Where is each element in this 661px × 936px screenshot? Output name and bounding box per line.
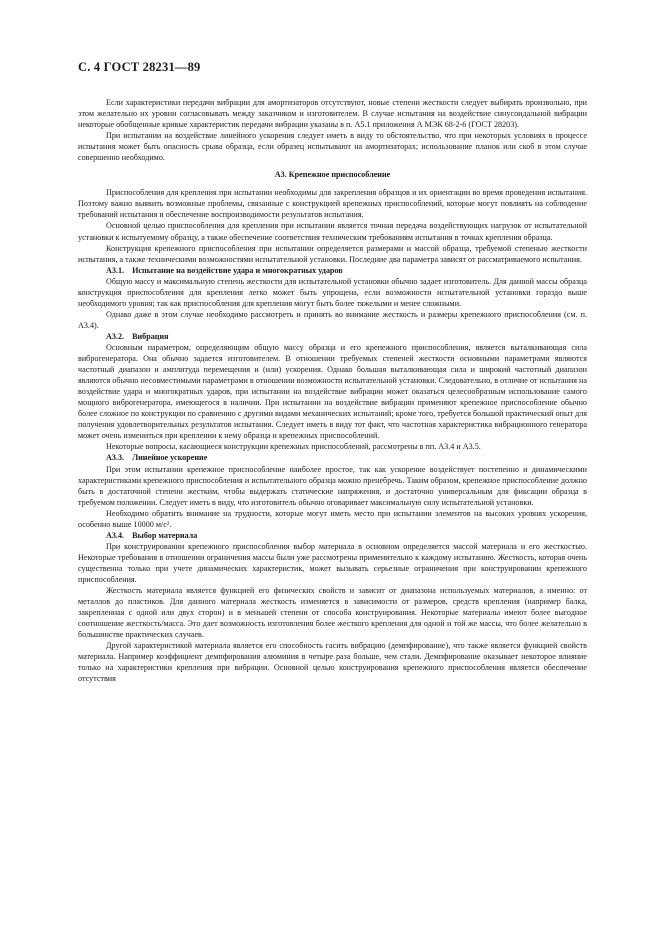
page-header: С. 4 ГОСТ 28231—89 xyxy=(78,60,201,74)
document-body xyxy=(78,97,587,684)
subsection-title: Испытание на воздействие удара и многократных ударов xyxy=(132,265,343,275)
subsection-number: А3.4. xyxy=(106,530,125,540)
subsection-heading-a31 xyxy=(78,265,587,276)
subsection-number: А3.1. xyxy=(106,265,125,275)
paragraph: Некоторые вопросы, касающиеся конструкции крепежных приспособлений, рассмотрены в пп. А3.4 и А3.5. xyxy=(106,442,481,452)
paragraph: Однако даже в этом случае необходимо рассмотреть и принять во внимание жесткость и размеры крепежного приспособления (см. п. А3.4). xyxy=(78,309,587,330)
subsection-heading-a34 xyxy=(78,530,587,541)
subsection-title: Выбор материала xyxy=(132,530,198,540)
paragraph: Если характеристики передачи вибрации для амортизаторов отсутствуют, новые степени жесткости следует выбирать произвольно, при этом желательно их уровни согласовывать между заказчиком и изготовителем. В случае испытания на воздействие синусоидальной вибрации некоторые обобщенные кривые характеристик передачи вибрации указаны в п. А5.1 приложения А МЭК 68-2-6 (ГОСТ 28203). xyxy=(78,98,587,130)
subsection-number: А3.2. xyxy=(106,331,125,341)
paragraph: Конструкция крепежного приспособления при испытании определяется размерами и массой образца, требуемой степенью жесткости испытания, а также техническими возможностями испытательной установки. Последние два параметра зависят от рассматриваемого испытания. xyxy=(78,243,587,264)
paragraph: Жесткость материала является функцией его физических свойств и зависит от диапазона используемых материалов, а именно: от металлов до пластиков. Для данного материала жесткость изменяется в зависимости от размеров, средств крепления (например балка, закрепленная с одной или двух сторон) и в меньшей степени от способа конструирования. Некоторые материалы имеют более выгодное соотношение жесткость/масса. Это дает возможность изготовления более жесткого крепления для одной и той же массы, что более желательно в большинстве практических случаев. xyxy=(78,586,587,640)
paragraph: Необходимо обратить внимание на трудности, которые могут иметь место при испытании элементов на высоких уровнях ускорения, особенно выше 10000 м/с². xyxy=(78,508,587,529)
subsection-heading-a32 xyxy=(78,331,587,342)
subsection-number: А3.3. xyxy=(106,453,125,463)
paragraph: При конструировании крепежного приспособления выбор материала в основном определяется массой материала и его жесткостью. Некоторые требования в отношении ограничения массы были уже рассмотрены применительно к каждому испытанию. Жесткость, которая очень существенна только при учете динамических характеристик, может вызывать серьезные ограничения при конструировании крепежного приспособления. xyxy=(78,541,587,584)
paragraph: Основной целью приспособления для крепления при испытании является точная передача воздействующих нагрузок от испытательной установки к испытуемому образцу, а также обеспечение соответствия техническим требованиям испытания в точках крепления образца. xyxy=(78,221,587,242)
subsection-title: Линейное ускорение xyxy=(132,453,208,463)
paragraph: При испытании на воздействие линейного ускорения следует иметь в виду то обстоятельство, что при некоторых условиях в процессе испытания может быть опасность срыва образца, если образец испытывают на амортизаторах; использование планок или скоб в этом случае совершенно необходимо. xyxy=(78,131,587,163)
section-heading-a3: А3. Крепежное приспособление xyxy=(274,170,391,180)
paragraph: Основным параметром, определяющим общую массу образца и его крепежного приспособления, является выталкивающая сила виброгенератора. Она обычно задается изготовителем. В отношении требуемых степеней жесткости основными параметрами являются частотный диапазон и амплитуда перемещения и (или) ускорения. Однако большая выталкивающая сила и широкий частотный диапазон являются обычно несовместимыми параметрами в отношении возможности испытательной установки. Следовательно, в отличие от испытания на воздействие удара и многократных ударов, при испытании на воздействие вибрации может оказаться целесообразным использование самого мощного виброгенератора, имеющегося в наличии. При испытании на воздействие вибрации применяют крепежное приспособление обычно более сложное по конструкции по сравнению с другими видами механических испытаний; кроме того, требуется большой практический опыт для получения удовлетворительных результатов испытания. Следует иметь в виду тот факт, что частотная характеристика вибрационного генератора может очень измениться при креплении к нему образца и крепежных приспособлений. xyxy=(78,342,587,441)
subsection-heading-a33 xyxy=(78,452,587,463)
paragraph: Другой характеристикой материала является его способность гасить вибрацию (демпфирование), что также является функцией свойств материала. Например коэффициент демпфирования алюминия в четыре раза больше, чем стали. Демпфирование оказывает некоторое влияние только на характеристики крепления при вибрации. Основной целью конструирования крепежного приспособления является обеспечение отсутствия xyxy=(78,641,587,684)
paragraph: При этом испытании крепежное приспособление наиболее простое, так как ускорение воздействует постепенно и динамическими характеристиками крепежного приспособления и испытательного образца можно пренебречь. Таким образом, крепежное приспособление должно быть в достаточной степени жестким, чтобы выдержать статические напряжения, и достаточно универсальным для фиксации образца в требуемом положении. Следует иметь в виду, что изготовитель обычно оговаривает максимальную силу испытательной установки. xyxy=(78,464,587,507)
paragraph: Приспособления для крепления при испытании необходимы для закрепления образцов и их ориентации во время проведения испытания. Поэтому важно выявить возможные проблемы, связанные с конструкцией крепежных приспособлений, которые могут повлиять на соблюдение требований испытания и обеспечение воспроизводимости результатов испытания. xyxy=(78,188,587,220)
subsection-title: Вибрация xyxy=(132,331,169,341)
paragraph: Общую массу и максимальную степень жесткости для испытательной установки обычно задает изготовитель. Для данной массы образца конструкция приспособления для крепления легко может быть упрощена, если возможности испытательной установки гораздо выше необходимого уровня; так как приспособления для крепления могут быть более тяжелыми и менее сложными. xyxy=(78,276,587,308)
